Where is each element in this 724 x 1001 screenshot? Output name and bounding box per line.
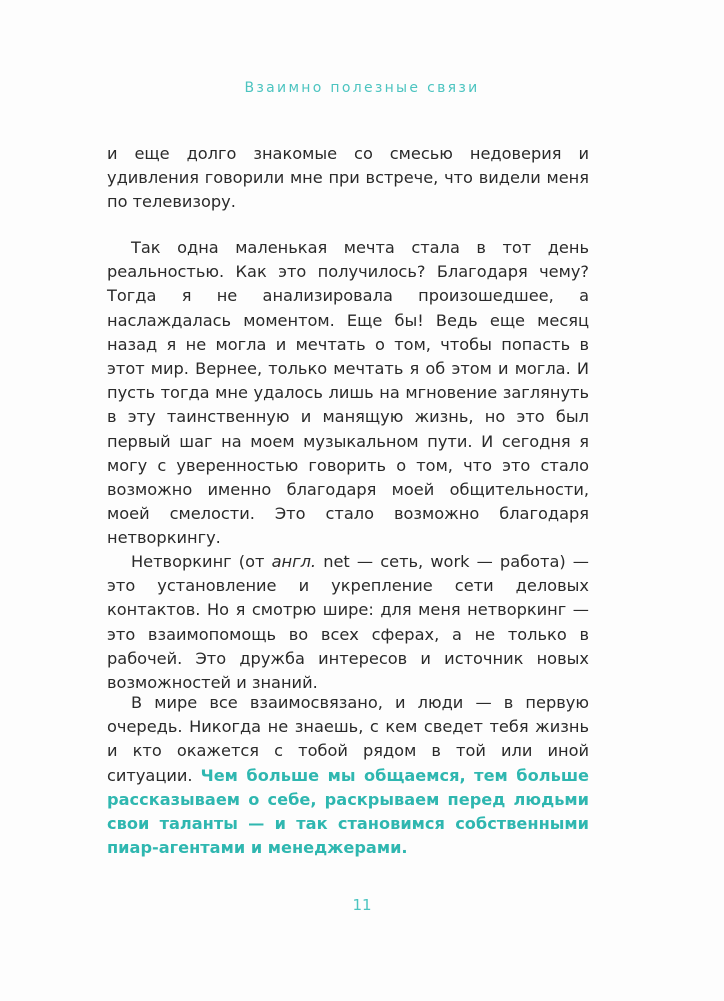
paragraph-2 xyxy=(107,236,589,551)
paragraph-3 xyxy=(107,550,589,695)
paragraph-4-highlight: Чем больше мы общаемся, тем больше рассказываем о себе, раскрываем перед людьми свои таланты — и так становимся собственными пиар-агентами и менеджерами. xyxy=(107,765,589,858)
paragraph-1 xyxy=(107,142,589,215)
paragraph-4 xyxy=(107,691,589,860)
paragraph-3-italic: англ. xyxy=(271,552,317,571)
running-head: Взаимно полезные связи xyxy=(244,80,480,96)
paragraph-3-text xyxy=(107,550,589,695)
page-number: 11 xyxy=(352,896,372,914)
paragraph-4-text xyxy=(107,691,589,860)
paragraph-4-start: В мире все взаимосвязано, и люди — в первую очередь. Никогда не знаешь, с кем сведет тебя жизнь и кто окажется с тобой рядом в той или иной ситуации. xyxy=(107,693,589,785)
paragraph-1-text: и еще долго знакомые со смесью недоверия и удивления говорили мне при встрече, что видели меня по телевизору. xyxy=(107,144,589,212)
paragraph-3-rest: net — сеть, work — работа) — это установление и укрепление сети деловых контактов. Но я смотрю шире: для меня нетворкинг — это взаимопомощь во всех сферах, а не только в рабочей. Это дружба интересов и источник новых возможностей и знаний. xyxy=(107,552,589,693)
paragraph-3-start: Нетворкинг (от xyxy=(131,552,272,571)
paragraph-2-text: Так одна маленькая мечта стала в тот день реальностью. Как это получилось? Благодаря чему? Тогда я не анализировала произошедшее, а наслаждалась моментом. Еще бы! Ведь еще месяц назад я не могла и мечтать о том, чтобы попасть в этот мир. Вернее, только мечтать я об этом и могла. И пусть тогда мне удалось лишь на мгновение заглянуть в эту таинственную и манящую жизнь, но это был первый шаг на моем музыкальном пути. И сегодня я могу с уверенностью говорить о том, что это стало возможно именно благодаря моей общительности, моей смелости. Это стало возможно благодаря нетворкингу. xyxy=(107,238,589,548)
